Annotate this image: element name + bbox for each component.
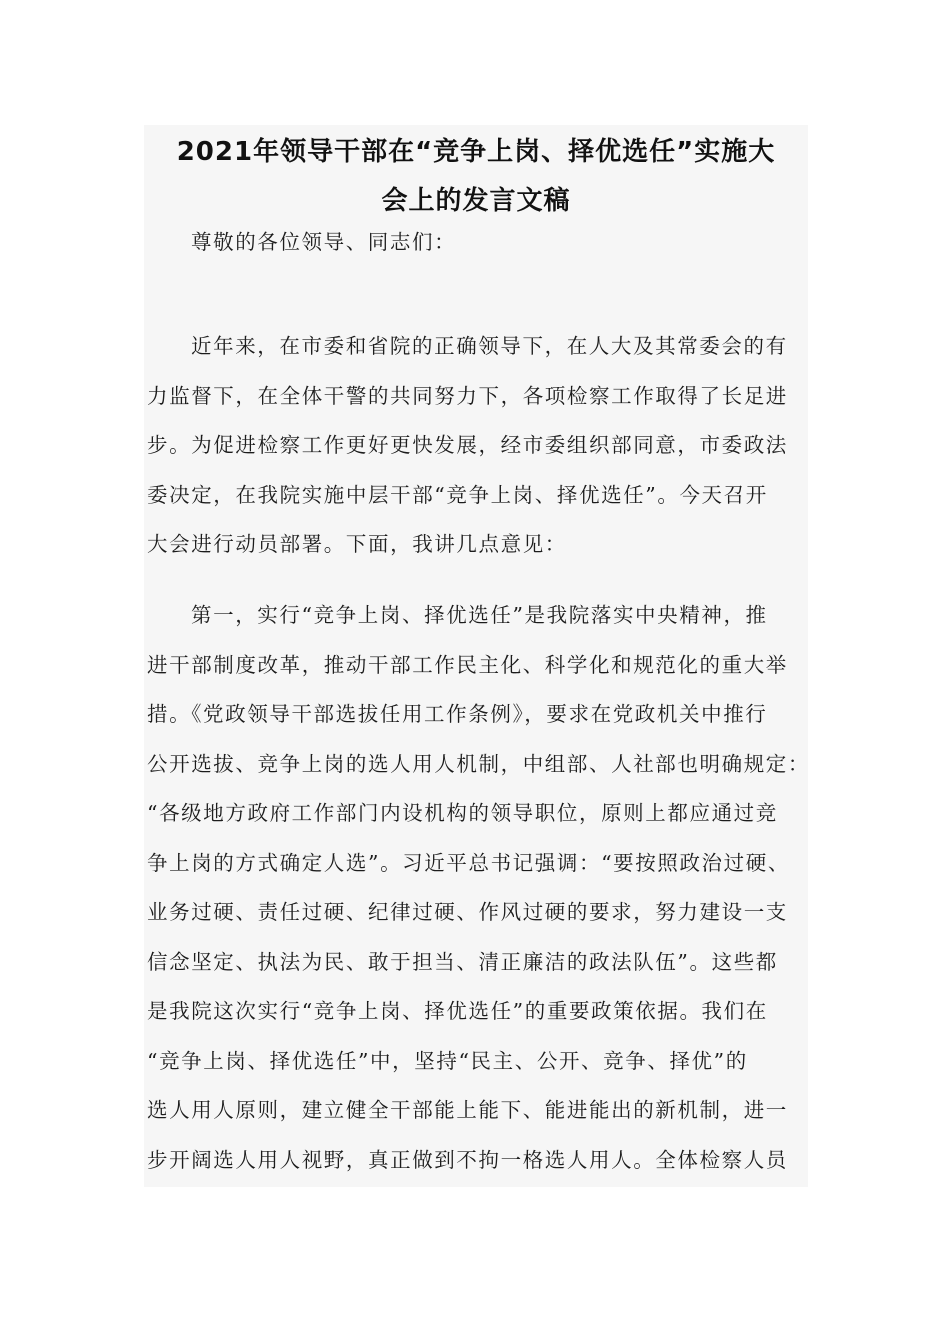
- paragraph-line: “各级地方政府工作部门内设机构的领导职位，原则上都应通过竞: [147, 801, 778, 825]
- paragraph-first-point: [147, 591, 810, 1185]
- paragraph-line: 近年来，在市委和省院的正确领导下，在人大及其常委会的有: [191, 334, 788, 358]
- paragraph-line: 第一，实行“竞争上岗、择优选任”是我院落实中央精神，推: [191, 603, 768, 627]
- paragraph-intro: [147, 322, 797, 570]
- paragraph-line: 选人用人原则，建立健全干部能上能下、能进能出的新机制，进一: [147, 1098, 788, 1122]
- paragraph-line: 信念坚定、执法为民、敢于担当、清正廉洁的政法队伍”。这些都: [147, 949, 778, 974]
- title-line-2: 会上的发言文稿: [381, 186, 571, 216]
- paragraph-line: 公开选拔、竞争上岗的选人用人机制，中组部、人社部也明确规定：: [147, 751, 810, 776]
- paragraph-line: 步。为促进检察工作更好更快发展，经市委组织部同意，市委政法: [147, 433, 788, 457]
- paragraph-line: 力监督下，在全体干警的共同努力下，各项检察工作取得了长足进: [147, 383, 788, 408]
- paragraph-line: “竞争上岗、择优选任”中，坚持“民主、公开、竞争、择优”的: [147, 1048, 748, 1073]
- paragraph-line: 业务过硬、责任过硬、纪律过硬、作风过硬的要求，努力建设一支: [147, 900, 788, 924]
- paragraph-line: 是我院这次实行“竞争上岗、择优选任”的重要政策依据。我们在: [147, 999, 768, 1023]
- paragraph-line: 争上岗的方式确定人选”。习近平总书记强调：“要按照政治过硬、: [147, 850, 790, 875]
- greeting-line: 尊敬的各位领导、同志们：: [191, 230, 457, 254]
- paragraph-line: 进干部制度改革，推动干部工作民主化、科学化和规范化的重大举: [147, 652, 788, 677]
- document-title: [144, 128, 808, 226]
- paragraph-line: 措。《党政领导干部选拔任用工作条例》，要求在党政机关中推行: [147, 702, 768, 726]
- title-line-1: 2021年领导干部在“竞争上岗、择优选任”实施大: [176, 137, 776, 167]
- paragraph-line: 步开阔选人用人视野，真正做到不拘一格选人用人。全体检察人员: [147, 1147, 788, 1172]
- paragraph-line: 大会进行动员部署。下面，我讲几点意见：: [147, 532, 567, 556]
- paragraph-line: 委决定，在我院实施中层干部“竞争上岗、择优选任”。今天召开: [147, 482, 768, 507]
- greeting-paragraph: [147, 218, 797, 268]
